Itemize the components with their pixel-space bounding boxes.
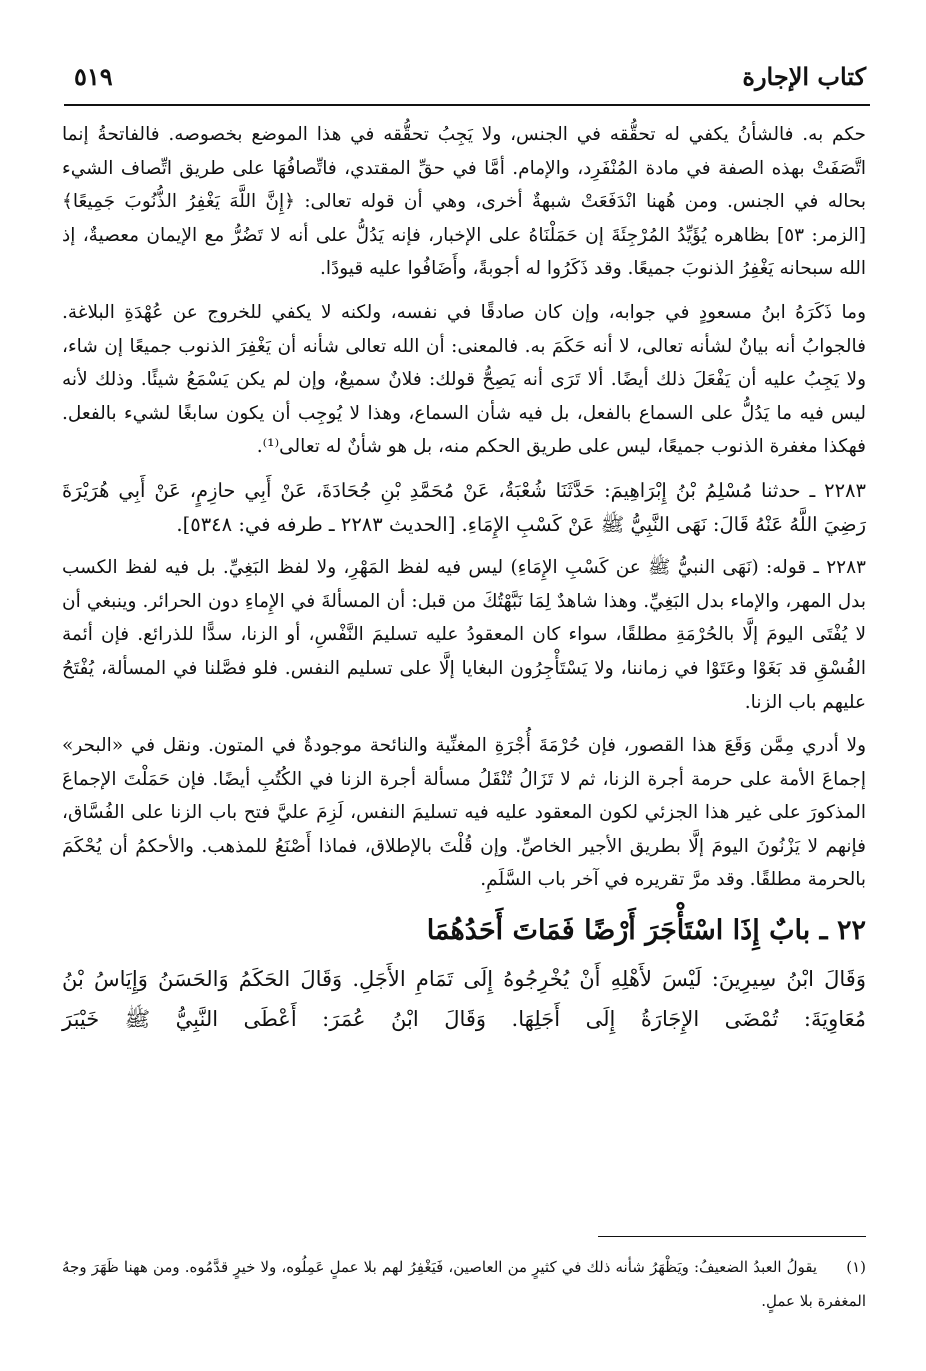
footnote-text: يقولُ العبدُ الضعيفُ: ويَظْهَرُ شأنه ذلك في كثيرٍ من العاصين، فَيَغْفِرُ لهم بلا عملٍ عَمِلُوه، ولا خيرٍ قدَّمُوه. ومن ههنا ظَهَرَ وجهُ المغفرة بلا عملٍ. — [62, 1258, 866, 1310]
paragraph-commentary-4: ولا أدري مِمَّن وَقَعَ هذا القصور، فإن حُرْمَةَ أُجْرَةِ المغنِّية والنائحة موجودةٌ في المتون. ونقل في «البحر» إجماعَ الأمة على حرمة أجرة الزنا، ثم لا تَزَالُ تُنْقَلُ مسألة أجرة الزنا في الكُتُبِ أيضًا. فإن حَمَلْتَ الإجماعَ المذكورَ على غير هذا الجزئي لكون المعقود عليه فيه تسليمَ النفس، لَزِمَ عليَّ فتح باب الزنا على الفُسَّاق، فإنهم لا يَزْنُونَ اليومَ إلَّا بطريق الأجير الخاصِّ. وإن قُلْتَ بالإطلاق، فماذا أَصْنَعُ للمذهب. والأحكمُ أن يُحْكَمَ بالحرمة مطلقًا. وقد مرَّ تقريره في آخر باب السَّلَمِ. — [62, 735, 866, 891]
footnote-marker: (١) — [846, 1258, 866, 1276]
chapter-title: ٢٢ ـ بابٌ إِذَا اسْتَأْجَرَ أَرْضًا فَمَاتَ أَحَدُهُمَا — [426, 915, 866, 947]
footnote-rule — [598, 1236, 866, 1237]
header-rule — [64, 104, 870, 106]
hadith-2283: ٢٢٨٣ ـ حدثنا مُسْلِمُ بْنُ إِبْرَاهِيمَ: حَدَّثَنَا شُعْبَةُ، عَنْ مُحَمَّدِ بْنِ جُحَادَةَ، عَنْ أَبِي حازِمٍ، عَنْ أَبِي هُرَيْرَةَ رَضِيَ اللَّهُ عَنْهُ قَالَ: نَهَى النَّبِيُّ ﷺ عَنْ كَسْبِ الإِمَاءِ. [الحديث ٢٢٨٣ ـ طرفه في: ٥٣٤٨]. — [62, 478, 866, 536]
page-number: ٥١٩ — [74, 62, 113, 91]
running-title: كتاب الإجارة — [742, 62, 866, 91]
main-text — [62, 118, 866, 1039]
chapter-intro: وَقَالَ ابْنُ سِيرِينَ: لَيْسَ لأَهْلِهِ أَنْ يُخْرِجُوهُ إِلَى تَمَامِ الأَجَلِ. وَقَالَ الحَكَمُ وَالحَسَنُ وَإِيَاسُ بْنُ مُعَاوِيَةَ: تُمْضَى الإِجَارَةُ إِلَى أَجَلِهَا. وَقَالَ ابْنُ عُمَرَ: أَعْطَى النَّبِيُّ ﷺ خَيْبَرَ — [62, 967, 866, 1032]
page-header — [74, 58, 866, 98]
paragraph-commentary-2283: ٢٢٨٣ ـ قوله: (نَهَى النبيُّ ﷺ عن كَسْبِ الإِمَاءِ) ليس فيه لفظ المَهْرِ، ولا لفظ البَغِيِّ. بل فيه لفظ الكسب بدل المهر، والإماء بدل البَغِيِّ. وهذا شاهدٌ لِمَا نَبَّهْتُكَ من قبل: أن المسألةَ في الإِماءِ دون الحرائر. وينبغي أن لا يُفْتَى اليومَ إلَّا بالحُرْمَةِ مطلقًا، سواء كان المعقودُ عليه تسليمَ النَّفْسِ، أو الزنا، سدًّا للذرائع. فإن أئمة الفُسْقِ قد بَغَوْا وعَتَوْا في زماننا، ولا يَسْتَأْجِرُون البغايا إلَّا على تسليم النفس. فلو فصَّلنا في المسألة، يُفْتَحُ عليهم باب الزنا. — [62, 557, 866, 713]
paragraph-commentary-1: حكم به. فالشأنُ يكفي له تحقُّقه في الجنس، ولا يَجِبُ تحقُّقه في هذا الموضع بخصوصه. فالفاتحةُ إنما اتَّصَفَتْ بهذه الصفة في مادة المُنْفَرِد، والإمام. أمَّا في حقِّ المقتدي، فاتِّصافُهَا على طريق اتِّصاف الشيء بحاله في الجنس. ومن هُهنا انْدَفَعَتْ شبهةٌ أخرى، وهي أن قوله تعالى: ﴿إِنَّ اللَّهَ يَغْفِرُ الذُّنُوبَ جَمِيعًا﴾ [الزمر: ٥٣] بظاهره يُؤَيِّدُ المُرْجِئَةَ إن حَمَلْنَاهُ على الإخبار، فإنه يَدُلُّ على أنه لا تَضُرُّ مع الإيمان معصيةٌ، إذ الله سبحانه يَغْفِرُ الذنوبَ جميعًا. وقد ذَكَرُوا له أجوبةً، وأَضَافُوا عليه قيودًا. — [62, 124, 866, 280]
footnote — [62, 1250, 866, 1318]
paragraph-commentary-2: وما ذَكَرَهُ ابنُ مسعودٍ في جوابه، وإن كان صادقًا في نفسه، ولكنه لا يكفي للخروج عن عُهْدَةِ البلاغة. فالجوابُ أنه بيانٌ لشأنه تعالى، لا أنه حَكَمَ به. فالمعنى: أن الله تعالى شأنه أن يَغْفِرَ الذنوب جميعًا إن شاء، ولا يَجِبُ عليه أن يَفْعَلَ ذلك أيضًا. ألا تَرَى أنه يَصِحُّ قولك: فلانٌ سميعٌ، وإن لم يكن يَسْمَعُ شيئًا. وذلك لأنه ليس فيه ما يَدُلُّ على السماع بالفعل، بل فيه شأن السماع، وهذا لا يُوجِب أن يكون سابغًا لشيء بالفعل. فهكذا مغفرة الذنوب جميعًا، ليس على طريق الحكم منه، بل هو شأنٌ له تعالى⁽¹⁾. — [62, 301, 866, 458]
